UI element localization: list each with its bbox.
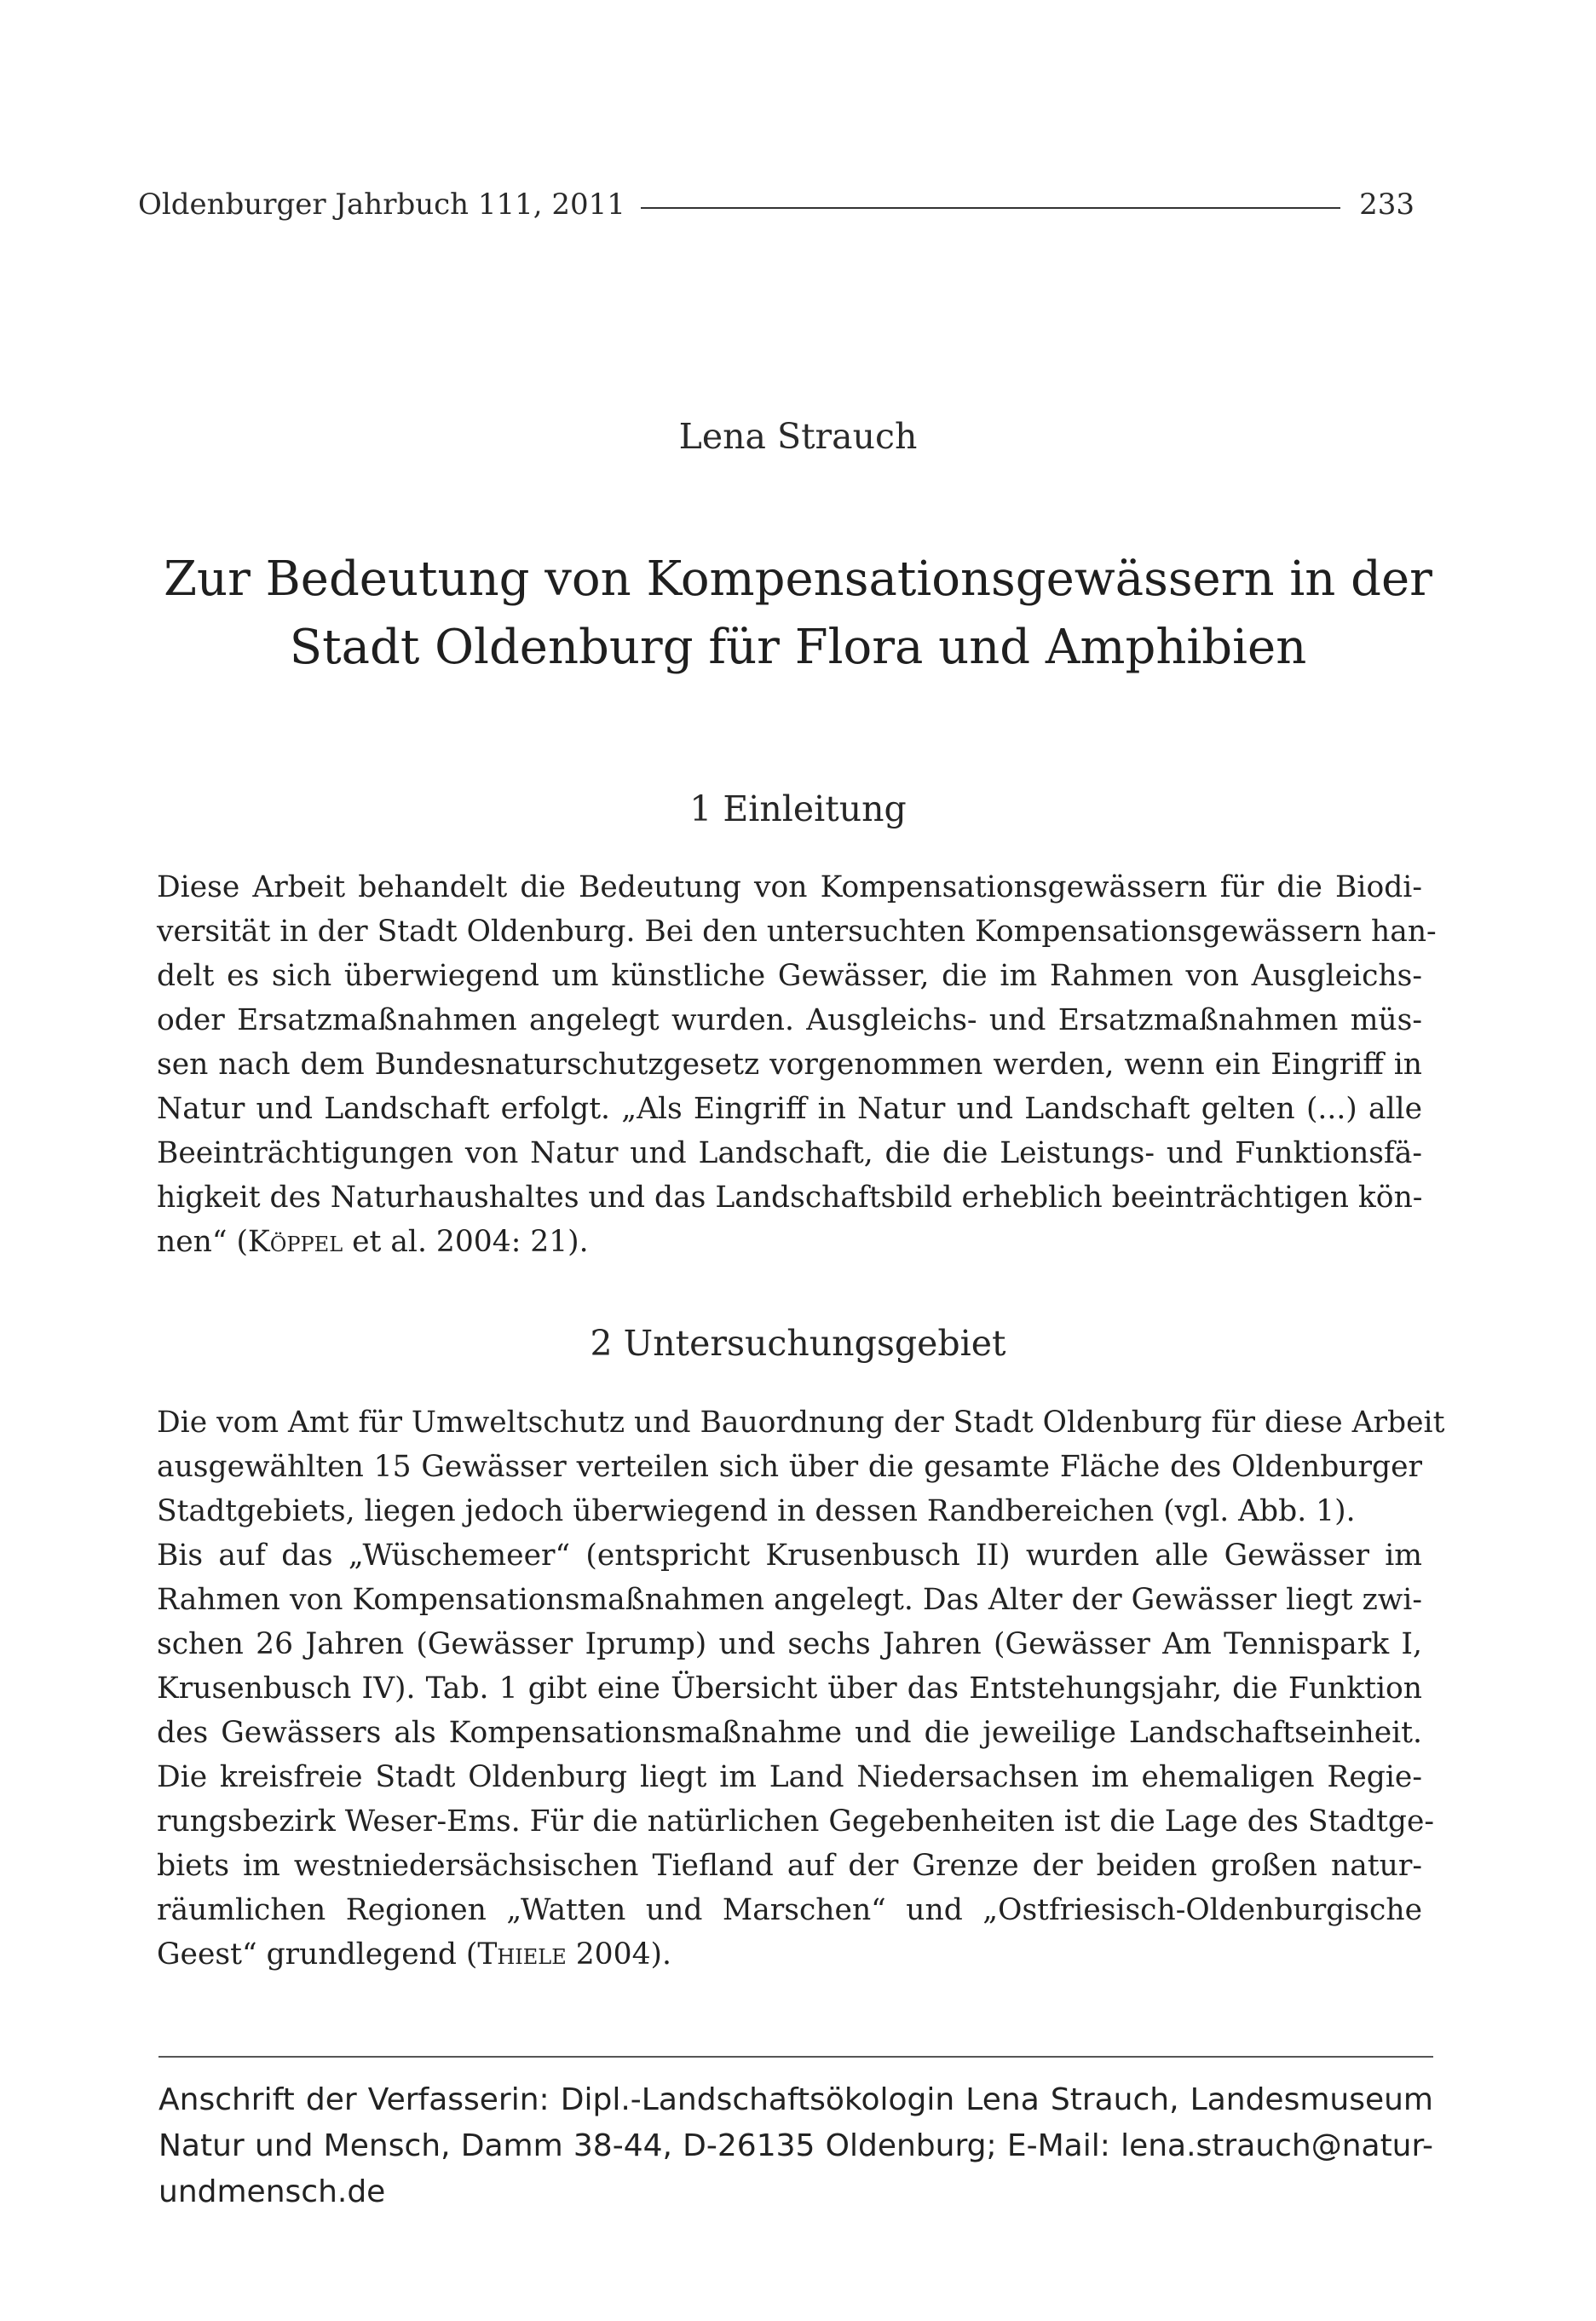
- section-heading-untersuchungsgebiet: 2 Untersuchungsgebiet: [590, 1323, 1006, 1364]
- title-line: Stadt Oldenburg für Flora und Amphibien: [289, 620, 1307, 675]
- text-fragment: Geest“ grundlegend (: [157, 1937, 478, 1972]
- text-fragment: nen“ (: [157, 1225, 248, 1259]
- section-heading-einleitung: 1 Einleitung: [689, 788, 907, 829]
- text-line: des Gewässers als Kompensationsmaßnahme und die jeweilige Landschaftseinheit.: [157, 1716, 1422, 1750]
- title-line: Zur Bedeutung von Kompensationsgewässern in der: [164, 551, 1432, 607]
- cited-author: Köppel: [247, 1225, 343, 1259]
- footnote-line: Natur und Mensch, Damm 38-44, D-26135 Oldenburg; E-Mail: lena.strauch@natur-: [158, 2128, 1433, 2163]
- text-line: räumlichen Regionen „Watten und Marschen“ und „Ostfriesisch-Oldenburgische: [157, 1893, 1422, 1927]
- text-line: Rahmen von Kompensationsmaßnahmen angelegt. Das Alter der Gewässer liegt zwi-: [157, 1583, 1422, 1617]
- journal-citation: Oldenburger Jahrbuch 111, 2011: [138, 188, 625, 222]
- text-line: delt es sich überwiegend um künstliche Gewässer, die im Rahmen von Ausgleichs-: [157, 959, 1422, 993]
- footnote-line: Anschrift der Verfasserin: Dipl.-Landschaftsökologin Lena Strauch, Landesmuseum: [158, 2082, 1433, 2117]
- text-fragment: 2004).: [566, 1937, 671, 1972]
- footnote-line: undmensch.de: [158, 2174, 386, 2209]
- paragraph-untersuchungsgebiet: [157, 1400, 1445, 1977]
- text-line: oder Ersatzmaßnahmen angelegt wurden. Ausgleichs- und Ersatzmaßnahmen müs-: [157, 1003, 1422, 1037]
- text-line: Bis auf das „Wüschemeer“ (entspricht Krusenbusch II) wurden alle Gewässer im: [157, 1539, 1422, 1573]
- footnote-rule: [158, 2056, 1433, 2058]
- paragraph-einleitung: [157, 865, 1437, 1264]
- text-line: [157, 1220, 1422, 1264]
- text-line: schen 26 Jahren (Gewässer Iprump) und sechs Jahren (Gewässer Am Tennispark I,: [157, 1627, 1422, 1661]
- text-line: sen nach dem Bundesnaturschutzgesetz vorgenommen werden, wenn ein Eingriff in: [157, 1048, 1422, 1082]
- text-line: Die kreisfreie Stadt Oldenburg liegt im Land Niedersachsen im ehemaligen Regie-: [157, 1760, 1422, 1794]
- text-line: ausgewählten 15 Gewässer verteilen sich über die gesamte Fläche des Oldenburger: [157, 1450, 1422, 1484]
- text-line: [157, 1932, 1422, 1977]
- text-line: versität in der Stadt Oldenburg. Bei den untersuchten Kompensationsgewässern han-: [157, 915, 1437, 949]
- text-line: Stadtgebiets, liegen jedoch überwiegend in dessen Randbereichen (vgl. Abb. 1).: [157, 1494, 1356, 1528]
- cited-author: Thiele: [477, 1937, 567, 1972]
- running-header: [138, 181, 1415, 228]
- text-line: higkeit des Naturhaushaltes und das Landschaftsbild erheblich beeinträchtigen kön-: [157, 1181, 1423, 1215]
- text-fragment: et al. 2004: 21).: [343, 1225, 589, 1259]
- text-line: Beeinträchtigungen von Natur und Landschaft, die die Leistungs- und Funktionsfä-: [157, 1136, 1422, 1170]
- page-number: 233: [1359, 188, 1415, 222]
- text-line: rungsbezirk Weser-Ems. Für die natürlichen Gegebenheiten ist die Lage des Stadtge-: [157, 1804, 1435, 1839]
- author-name: Lena Strauch: [678, 416, 918, 457]
- text-line: Krusenbusch IV). Tab. 1 gibt eine Übersicht über das Entstehungsjahr, die Funktion: [157, 1671, 1422, 1706]
- text-line: Die vom Amt für Umweltschutz und Bauordnung der Stadt Oldenburg für diese Arbeit: [157, 1406, 1445, 1440]
- text-line: Diese Arbeit behandelt die Bedeutung von Kompensationsgewässern für die Biodi-: [157, 870, 1422, 904]
- author-address-footnote: [158, 2077, 1433, 2215]
- text-line: Natur und Landschaft erfolgt. „Als Eingriff in Natur und Landschaft gelten (...) alle: [157, 1092, 1422, 1126]
- header-rule: [641, 207, 1340, 209]
- article-title: [138, 546, 1458, 682]
- text-line: biets im westniedersächsischen Tiefland auf der Grenze der beiden großen natur-: [157, 1849, 1422, 1883]
